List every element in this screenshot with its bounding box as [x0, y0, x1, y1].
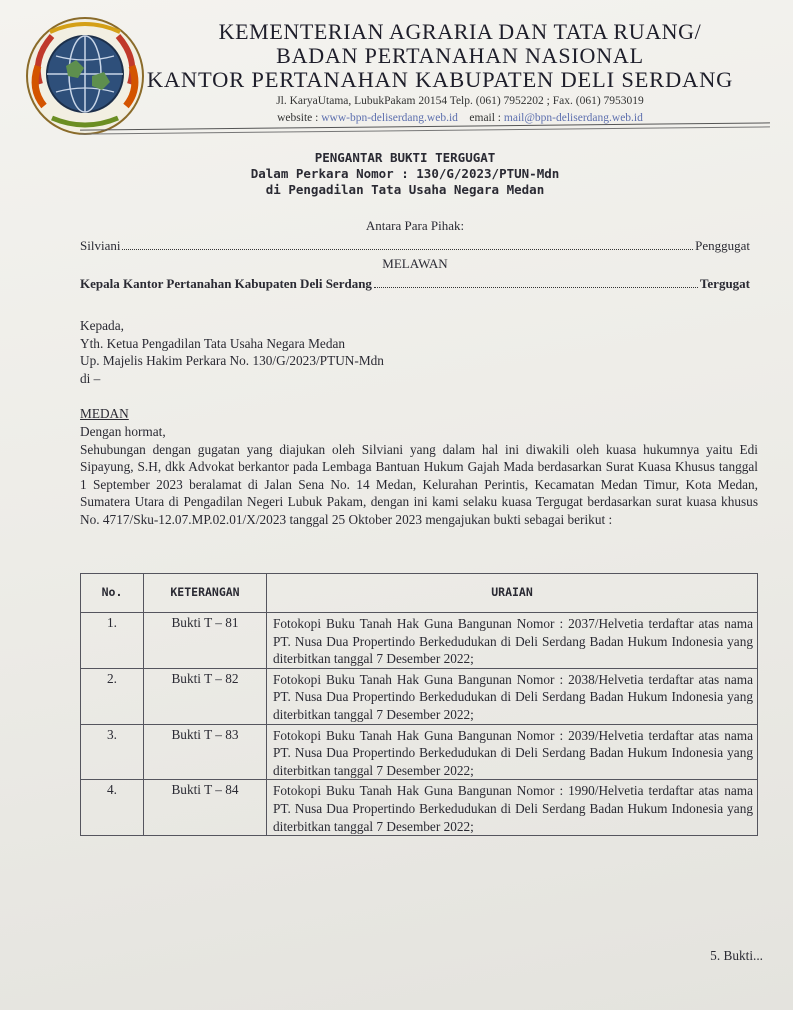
- addressee-court: Yth. Ketua Pengadilan Tata Usaha Negara Medan: [80, 335, 346, 351]
- email-link[interactable]: mail@bpn-deliserdang.web.id: [503, 112, 643, 124]
- row-keterangan: Bukti T – 81: [144, 613, 267, 669]
- title-line-1: PENGANTAR BUKTI TERGUGAT: [314, 150, 496, 165]
- title-line-2: Dalam Perkara Nomor : 130/G/2023/PTUN-Mdn: [250, 166, 560, 181]
- greeting: Dengan hormat,: [80, 423, 166, 439]
- table-row: [81, 780, 758, 836]
- office-name: KANTOR PERTANAHAN KABUPATEN DELI SERDANG: [146, 67, 734, 92]
- website-label: website :: [277, 112, 319, 124]
- plaintiff-name: Silviani: [80, 238, 121, 253]
- col-header-uraian: URAIAN: [267, 574, 758, 613]
- addressee-panel: Up. Majelis Hakim Perkara No. 130/G/2023/PTUN-Mdn: [80, 353, 384, 369]
- ministry-name: KEMENTERIAN AGRARIA DAN TATA RUANG/: [218, 19, 702, 44]
- row-no: 3.: [81, 724, 144, 780]
- table-header-row: [81, 574, 758, 613]
- evidence-table: [80, 573, 758, 836]
- letterhead: [146, 19, 770, 126]
- addressee-di: di –: [80, 370, 101, 386]
- table-row: [81, 724, 758, 780]
- row-uraian: Fotokopi Buku Tanah Hak Guna Bangunan Nomor : 1990/Helvetia terdaftar atas nama PT. Nusa Dua Propertindo Berkedudukan di Deli Serdang Badan Hukum Indonesia yang diterbitkan tanggal 7 Desember 2022;: [267, 780, 758, 836]
- document-title: [180, 150, 630, 198]
- website-link[interactable]: www-bpn-deliserdang.web.id: [321, 112, 458, 124]
- title-line-3: di Pengadilan Tata Usaha Negara Medan: [265, 182, 545, 197]
- col-header-keterangan: KETERANGAN: [144, 574, 267, 613]
- row-uraian: Fotokopi Buku Tanah Hak Guna Bangunan Nomor : 2037/Helvetia terdaftar atas nama PT. Nusa Dua Propertindo Berkedudukan di Deli Serdang Badan Hukum Indonesia yang diterbitkan tanggal 7 Desember 2022;: [267, 613, 758, 669]
- row-keterangan: Bukti T – 84: [144, 780, 267, 836]
- row-no: 4.: [81, 780, 144, 836]
- table-row: [81, 668, 758, 724]
- col-header-no: No.: [81, 574, 144, 613]
- letter-body: [80, 317, 758, 529]
- defendant-role: Tergugat: [699, 276, 750, 291]
- addressee-city: MEDAN: [80, 406, 129, 422]
- parties-section: [80, 218, 750, 292]
- main-paragraph: Sehubungan dengan gugatan yang diajukan oleh Silviani yang dalam hal ini diwakili oleh kuasa hukumnya yaitu Edi Sipayung, S.H, dkk Advokat berkantor pada Lembaga Bantuan Hukum Gajah Mada berdasarkan Surat Kuasa Khusus tanggal 1 September 2023 beralamat di Jalan Sena No. 14 Medan, Kelurahan Perintis, Kecamatan Medan Timur, Kota Medan, Sumatera Utara di Pengadilan Negeri Lubuk Pakam, dengan ini kami selaku kuasa Tergugat berdasarkan surat kuasa khusus No. 4717/Sku-12.07.MP.02.01/X/2023 tanggal 25 Oktober 2023 mengajukan bukti sebagai berikut :: [80, 441, 758, 527]
- row-uraian: Fotokopi Buku Tanah Hak Guna Bangunan Nomor : 2039/Helvetia terdaftar atas nama PT. Nusa Dua Propertindo Berkedudukan di Deli Serdang Badan Hukum Indonesia yang diterbitkan tanggal 7 Desember 2022;: [267, 724, 758, 780]
- continuation-note: 5. Bukti...: [710, 948, 763, 963]
- dotted-leader: [374, 287, 698, 288]
- versus-label: MELAWAN: [382, 256, 448, 271]
- row-no: 1.: [81, 613, 144, 669]
- defendant-name: Kepala Kantor Pertanahan Kabupaten Deli Serdang: [80, 276, 372, 291]
- addressee-salutation: Kepada,: [80, 318, 124, 333]
- table-row: [81, 613, 758, 669]
- row-no: 2.: [81, 668, 144, 724]
- dotted-leader: [122, 249, 693, 250]
- office-address: Jl. KaryaUtama, LubukPakam 20154 Telp. (061) 7952202 ; Fax. (061) 7953019: [276, 95, 644, 107]
- agency-name: BADAN PERTANAHAN NASIONAL: [276, 43, 644, 68]
- plaintiff-row: [80, 238, 750, 254]
- email-label: email :: [469, 112, 502, 124]
- parties-heading: Antara Para Pihak:: [365, 218, 465, 233]
- plaintiff-role: Penggugat: [695, 238, 750, 253]
- row-keterangan: Bukti T – 82: [144, 668, 267, 724]
- row-uraian: Fotokopi Buku Tanah Hak Guna Bangunan Nomor : 2038/Helvetia terdaftar atas nama PT. Nusa Dua Propertindo Berkedudukan di Deli Serdang Badan Hukum Indonesia yang diterbitkan tanggal 7 Desember 2022;: [267, 668, 758, 724]
- row-keterangan: Bukti T – 83: [144, 724, 267, 780]
- defendant-row: [80, 276, 750, 292]
